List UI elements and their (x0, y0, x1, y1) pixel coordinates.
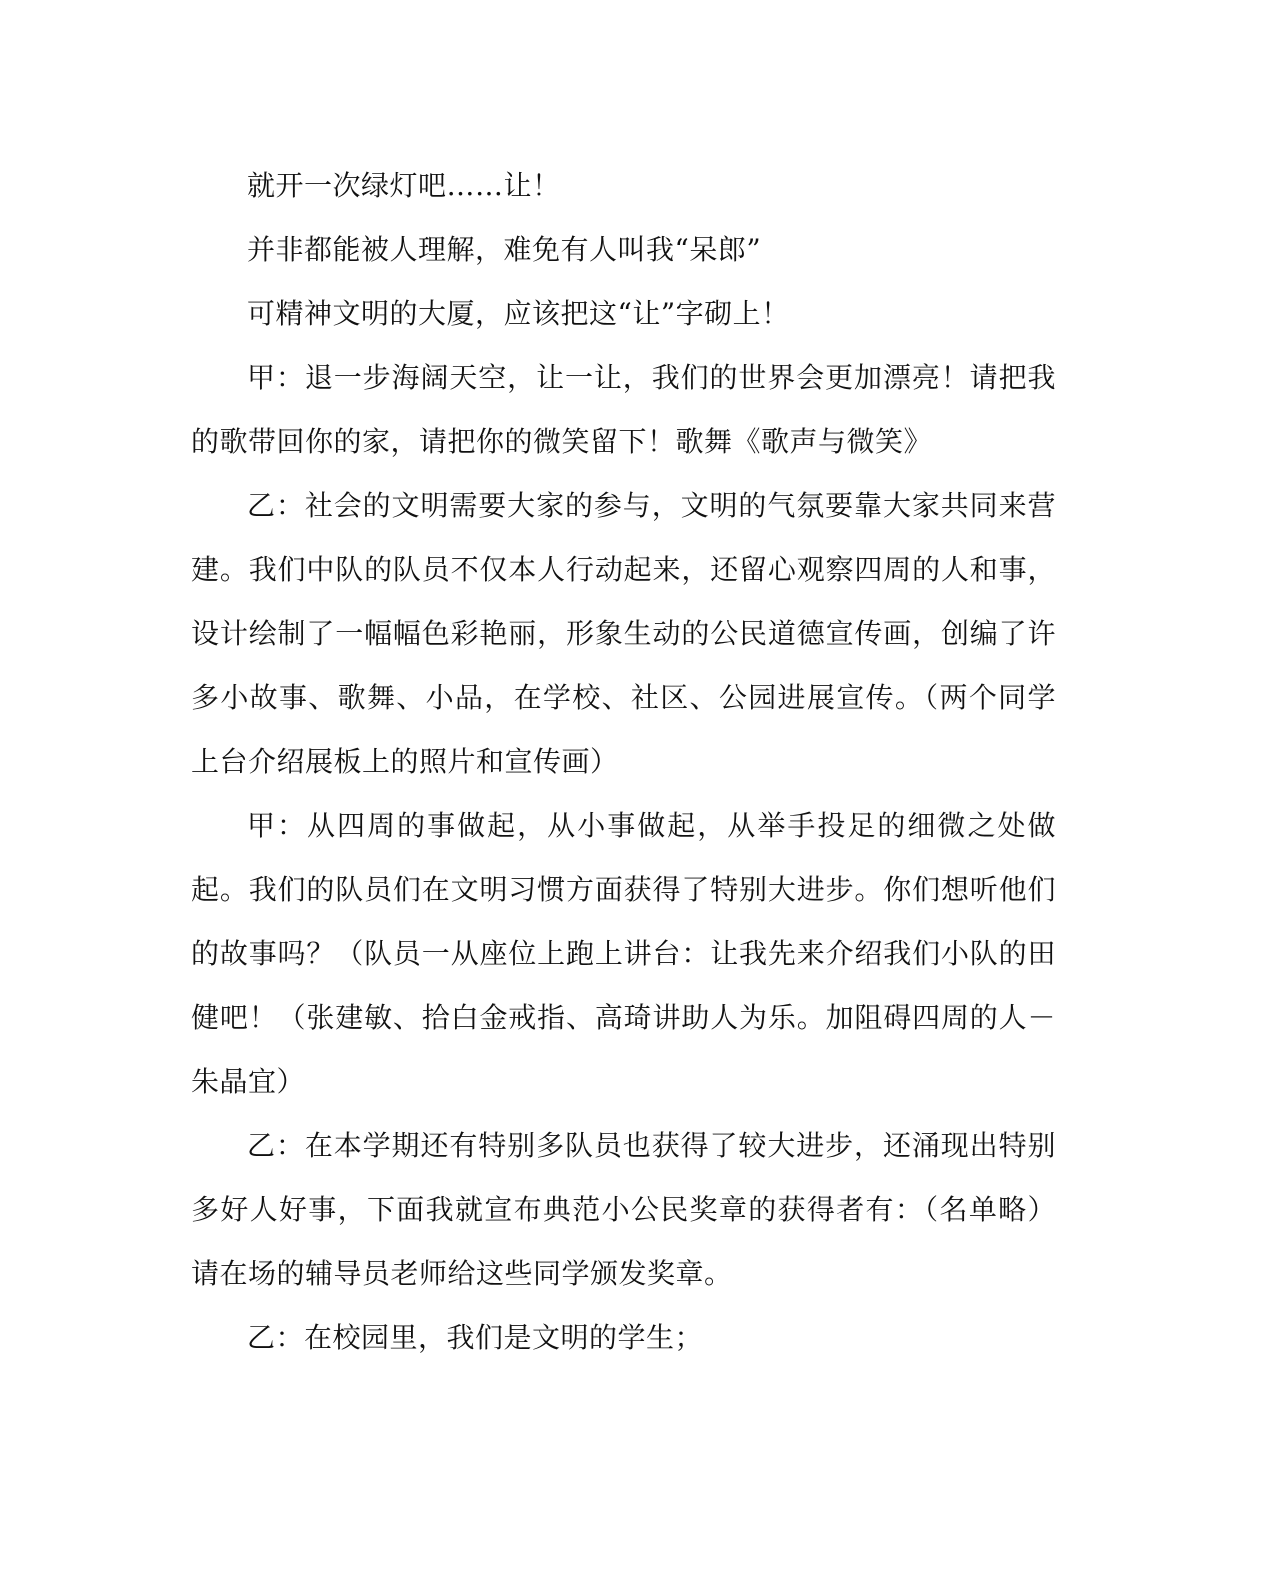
paragraph-4: 甲：退一步海阔天空，让一让，我们的世界会更加漂亮！请把我的歌带回你的家，请把你的微笑留下！歌舞《歌声与微笑》 (191, 361, 1056, 458)
paragraph-5: 乙：社会的文明需要大家的参与，文明的气氛要靠大家共同来营建。我们中队的队员不仅本人行动起来，还留心观察四周的人和事，设计绘制了一幅幅色彩艳丽，形象生动的公民道德宣传画，创编了许多小故事、歌舞、小品，在学校、社区、公园进展宣传。（两个同学上台介绍展板上的照片和宣传画） (191, 489, 1056, 778)
paragraph-2: 并非都能被人理解，难免有人叫我“呆郎” (247, 233, 762, 266)
paragraph-1: 就开一次绿灯吧……让！ (247, 169, 561, 202)
paragraph-7: 乙：在本学期还有特别多队员也获得了较大进步，还涌现出特别多好人好事，下面我就宣布典范小公民奖章的获得者有：（名单略）请在场的辅导员老师给这些同学颁发奖章。 (191, 1129, 1056, 1290)
paragraph-3: 可精神文明的大厦，应该把这“让”字砌上！ (247, 297, 790, 330)
document-body (191, 154, 1056, 1370)
paragraph-8: 乙：在校园里，我们是文明的学生； (247, 1321, 704, 1354)
paragraph-6: 甲：从四周的事做起，从小事做起，从举手投足的细微之处做起。我们的队员们在文明习惯方面获得了特别大进步。你们想听他们的故事吗？（队员一从座位上跑上讲台：让我先来介绍我们小队的田健吧！（张建敏、拾白金戒指、高琦讲助人为乐。加阻碍四周的人－朱晶宜） (191, 809, 1056, 1098)
